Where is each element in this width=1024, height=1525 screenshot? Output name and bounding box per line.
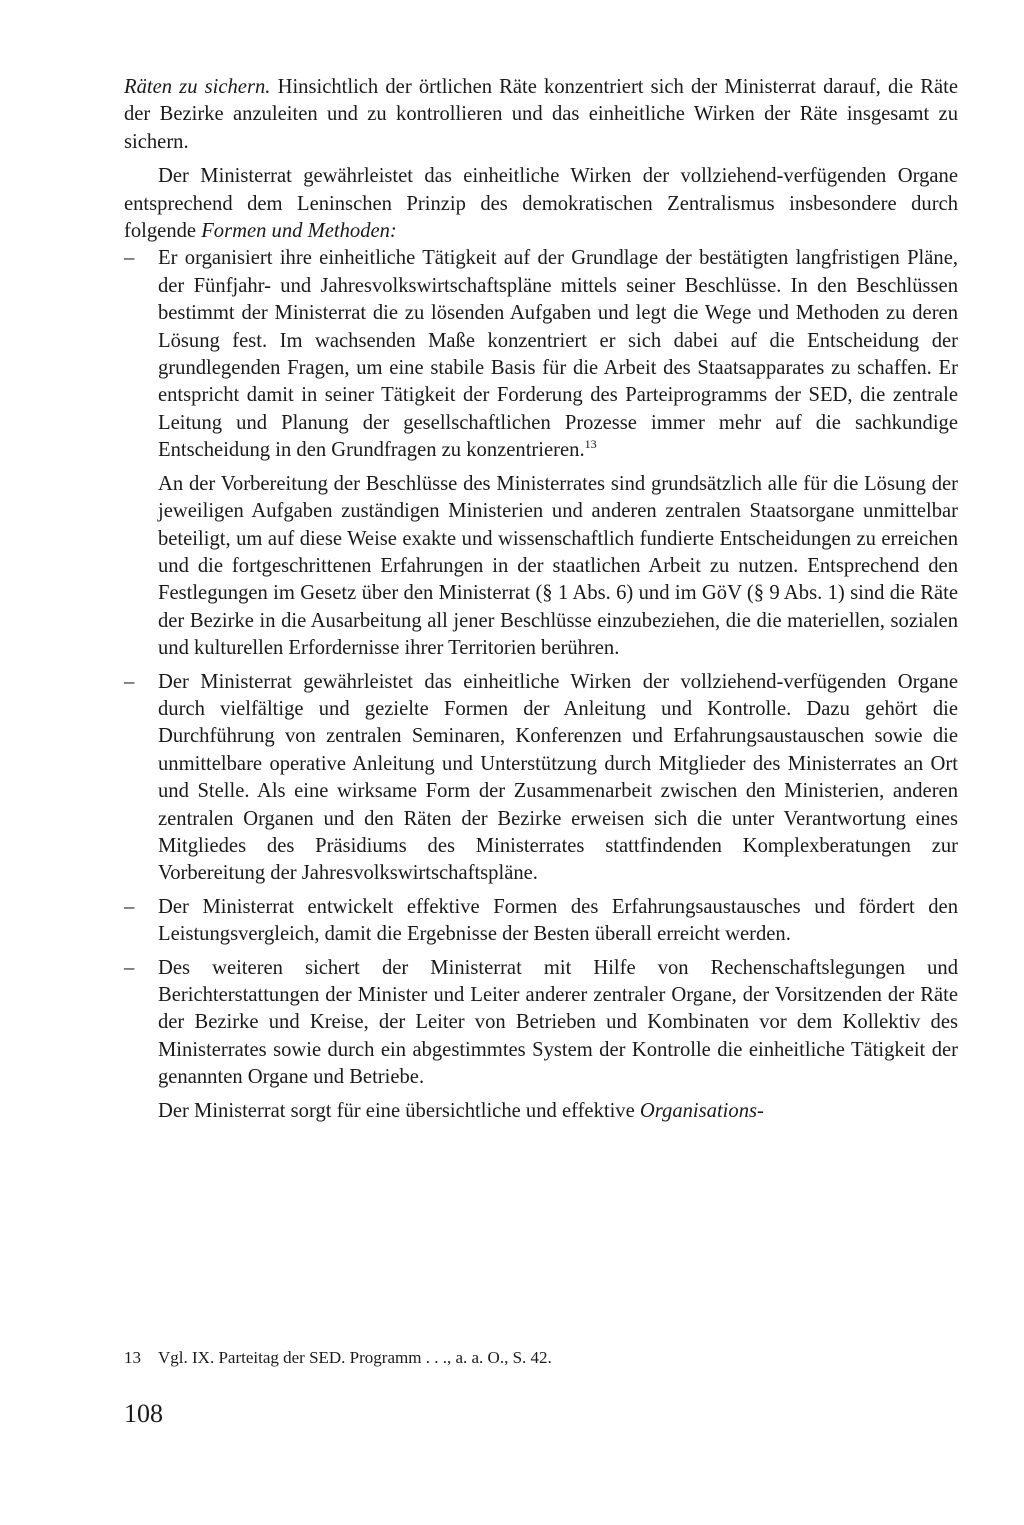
dash-list — [124, 669, 958, 1092]
dash-list — [124, 245, 958, 464]
list-item — [124, 894, 958, 949]
paragraph-1 — [124, 74, 958, 156]
list-item-text: Der Ministerrat entwickelt effektive Formen des Erfahrungsaustausches und fördert den Leistungsvergleich, damit die Ergebnisse der Besten überall erreicht werden. — [158, 895, 958, 946]
italic-phrase: Räten zu sichern. — [124, 76, 271, 98]
body-text — [124, 74, 958, 1125]
paragraph-last — [124, 1098, 958, 1125]
page-number: 108 — [124, 1399, 163, 1428]
footnote — [124, 1347, 958, 1369]
footnote-text: Vgl. IX. Parteitag der SED. Programm . . ., a. a. O., S. 42. — [158, 1348, 552, 1367]
dash-bullet: – — [124, 247, 135, 270]
list-item — [124, 955, 958, 1092]
list-item-text: Er organisiert ihre einheitliche Tätigkeit auf der Grundlage der bestätigten langfristigen Pläne, der Fünfjahr- und Jahresvolkswirtschaftspläne mittels seiner Beschlüsse. In den Beschlüssen bestimmt der Ministerrat die zu lösenden Aufgaben und legt die Wege und Methoden zu deren Lösung fest. Im wachsenden Maße konzentriert er sich dabei auf die Entscheidung der grundlegenden Fragen, um eine stabile Basis für die Arbeit des Staatsapparates zu schaffen. Er entspricht damit in seiner Tätigkeit der Forderung des Parteiprogramms der SED, die zentrale Leitung und Planung der gesellschaftlichen Prozesse immer mehr auf die sachkundige Entscheidung in den Grundfragen zu konzentrieren. — [158, 247, 958, 462]
dash-bullet: – — [124, 670, 135, 693]
paragraph-text: Der Ministerrat sorgt für eine übersichtliche und effektive — [158, 1099, 640, 1122]
list-item-text: Der Ministerrat gewährleistet das einheitliche Wirken der vollziehend-verfügenden Organe durch vielfältige und gezielte Formen der Anleitung und Kontrolle. Dazu gehört die Durchführung von zentralen Seminaren, Konferenzen und Erfahrungsaustauschen sowie die unmittelbare operative Anleitung und Unterstützung durch Mitglieder des Ministerrates an Ort und Stelle. Als eine wirksame Form der Zusammenarbeit zwischen den Ministerien, anderen zentralen Organen und den Räten der Bezirke erweisen sich die unter Verantwortung eines Mitgliedes des Präsidiums des Ministerrates stattfindenden Komplexberatungen zur Vorbereitung der Jahresvolkswirtschaftspläne. — [158, 670, 958, 885]
dash-bullet: – — [124, 895, 135, 918]
dash-bullet: – — [124, 956, 135, 979]
list-item-text: Des weiteren sichert der Ministerrat mit Hilfe von Rechenschaftslegungen und Berichterstattungen der Minister und Leiter anderer zentraler Organe, der Vorsitzenden der Räte der Bezirke und Kreise, der Leiter von Betrieben und Kombinaten vor dem Kollektiv des Ministerrates sowie durch ein abgestimmtes System der Kontrolle die einheitliche Tätigkeit der genannten Organe und Betriebe. — [158, 956, 958, 1089]
footnote-ref[interactable]: 13 — [584, 437, 597, 452]
italic-phrase: Formen und Methoden: — [201, 220, 397, 243]
list-item — [124, 669, 958, 888]
list-item — [124, 245, 958, 464]
paragraph-2 — [124, 163, 958, 245]
paragraph-text: Der Ministerrat gewährleistet das einheitliche Wirken der vollziehend-verfügenden Organe entsprechend dem Leninschen Prinzip des demokratischen Zentralismus insbesondere durch folgende — [124, 165, 958, 243]
footnote-number: 13 — [124, 1348, 141, 1367]
paragraph-text: Hinsichtlich der örtlichen Räte konzentriert sich der Ministerrat darauf, die Räte der Bezirke anzuleiten und zu kontrollieren und das einheitliche Wirken der Räte insgesamt zu sichern. — [124, 76, 958, 153]
list-item-continuation: An der Vorbereitung der Beschlüsse des Ministerrates sind grundsätzlich alle für die Lösung der jeweiligen Aufgaben zuständigen Ministerien und anderen zentralen Staatsorgane unmittelbar beteiligt, um auf diese Weise exakte und wissenschaftlich fundierte Entscheidungen zu erreichen und die fortgeschrittenen Erfahrungen in der staatlichen Arbeit zu nutzen. Entsprechend den Festlegungen im Gesetz über den Ministerrat (§ 1 Abs. 6) und im GöV (§ 9 Abs. 1) sind die Räte der Bezirke in die Ausarbeitung all jener Beschlüsse einzubeziehen, die die materiellen, sozialen und kulturellen Erfordernisse ihrer Territorien berühren. — [158, 472, 958, 660]
italic-phrase: Organisations- — [639, 1099, 764, 1122]
